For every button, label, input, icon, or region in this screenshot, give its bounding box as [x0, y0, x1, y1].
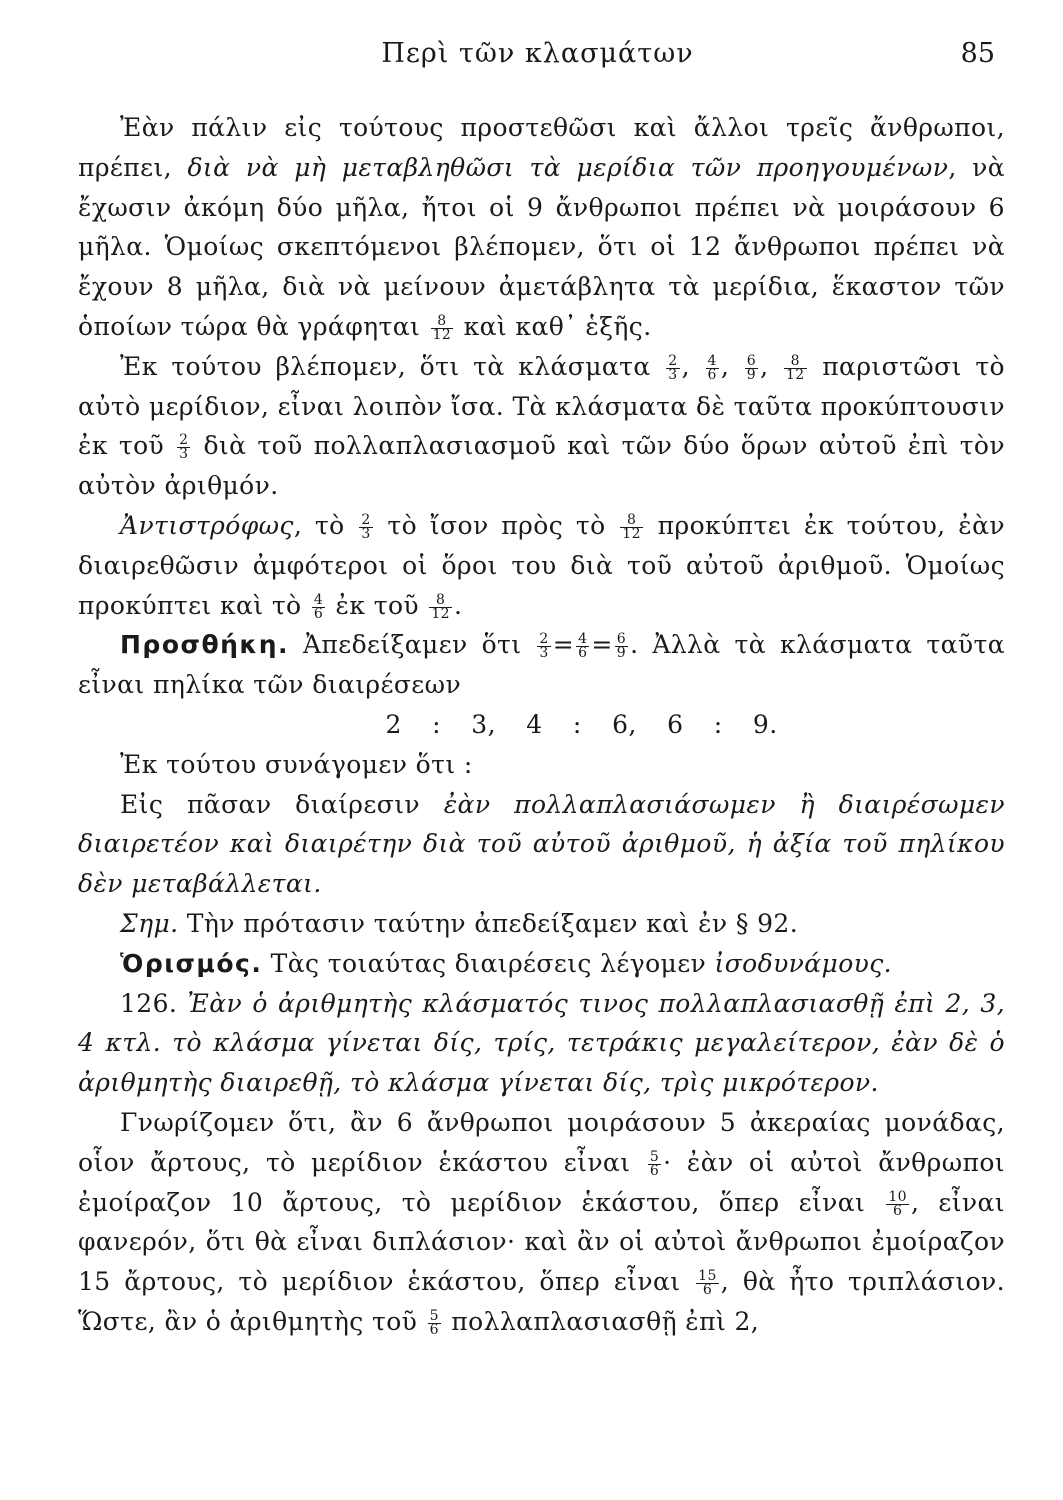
fraction-8-12: $\frac{8}{12}$	[786, 352, 805, 383]
fraction-10-6: $\frac{10}{6}$	[888, 1188, 907, 1219]
fraction-2-3: $\frac{2}{3}$	[668, 352, 678, 383]
running-header	[80, 38, 995, 78]
definition-heading: Ὁρισμός.	[120, 948, 263, 978]
addendum-heading: Προσθήκη.	[120, 630, 289, 660]
fraction-8-12: $\frac{8}{12}$	[432, 312, 452, 343]
fraction-8-12: $\frac{8}{12}$	[622, 511, 641, 542]
fraction-4-6: $\frac{4}{6}$	[707, 352, 717, 383]
paragraph-example: Γνωρίζομεν ὅτι, ἂν 6 ἄνθρωποι μοιράσουν 5 ἀκεραίας μονάδας, οἷον ἄρτους, τὸ μερίδιον ἑκάστου εἶναι $\frac{5}{6}$ · ἐὰν οἱ αὐτοὶ ἄνθρωποι ἐμοίραζον 10 ἄρτους, τὸ μερίδιον ἑκάστου, ὅπερ εἶναι $\frac{10}{6}$ , εἶναι φανερόν, ὅτι θὰ εἶναι διπλάσιον· καὶ ἂν οἱ αὐτοὶ ἄνθρωποι ἐμοίραζον 15 ἄρτους, τὸ μερίδιον ἑκάστου, ὅπερ εἶναι $\frac{15}{6}$ , θὰ ἦτο τριπλάσιον. Ὥστε, ἂν ὁ ἀριθμητὴς τοῦ $\frac{5}{6}$ πολλαπλασιασθῇ ἐπὶ 2,	[78, 1107, 1005, 1338]
fraction-2-3: $\frac{2}{3}$	[361, 511, 371, 542]
fraction-6-9: $\frac{6}{9}$	[746, 352, 757, 383]
paragraph-note: Σημ. Τὴν πρότασιν ταύτην ἀπεδείξαμεν καὶ ἐν § 92.	[120, 908, 799, 938]
paragraph-126: 126. Ἐὰν ὁ ἀριθμητὴς κλάσματός τινος πολλαπλασιασθῇ ἐπὶ 2, 3, 4 κτλ. τὸ κλάσμα γίνεται δίς, τρίς, τετράκις μεγαλείτερον, ἐὰν δὲ ὁ ἀριθμητὴς διαιρεθῇ, τὸ κλάσμα γίνεται δίς, τρὶς μικρότερον.	[78, 988, 1005, 1098]
page-body	[78, 108, 1005, 1342]
fraction-4-6: $\frac{4}{6}$	[313, 591, 324, 622]
paragraph-definition: Ὁρισμός. Τὰς τοιαύτας διαιρέσεις λέγομεν ἰσοδυνάμους.	[120, 948, 892, 978]
chapter-title: Περὶ τῶν κλασμάτων	[381, 38, 694, 69]
fraction-5-6: $\frac{5}{6}$	[429, 1307, 439, 1338]
page-number: 85	[960, 38, 995, 69]
paragraph-3: Ἀντιστρόφως, τὸ $\frac{2}{3}$ τὸ ἴσον πρὸς τὸ $\frac{8}{12}$ προκύπτει ἐκ τούτου, ἐὰν διαιρεθῶσιν ἀμφότεροι οἱ ὅροι του διὰ τοῦ αὐτοῦ ἀριθμοῦ. Ὁμοίως προκύπτει καὶ τὸ $\frac{4}{6}$ ἐκ τοῦ $\frac{8}{12}$ .	[78, 510, 1005, 622]
paragraph-conclusion-intro: Ἐκ τούτου συνάγομεν ὅτι :	[120, 749, 473, 779]
paragraph-1: Ἐὰν πάλιν εἰς τούτους προστεθῶσι καὶ ἄλλοι τρεῖς ἄνθρωποι, πρέπει, διὰ νὰ μὴ μεταβληθῶσι τὰ μερίδια τῶν προηγουμένων, νὰ ἔχωσιν ἀκόμη δύο μῆλα, ἤτοι οἱ 9 ἄνθρωποι πρέπει νὰ μοιράσουν 6 μῆλα. Ὁμοίως σκεπτόμενοι βλέπομεν, ὅτι οἱ 12 ἄνθρωποι πρέπει νὰ ἔχουν 8 μῆλα, διὰ νὰ μείνουν ἀμετάβλητα τὰ μερίδια, ἕκαστον τῶν ὁποίων τώρα θὰ γράφηται $\frac{8}{12}$ καὶ καθ᾽ ἑξῆς.	[78, 113, 1006, 343]
fraction-8-12: $\frac{8}{12}$	[431, 591, 450, 622]
paragraph-addendum: Προσθήκη. Ἀπεδείξαμεν ὅτι $\frac{2}{3}$ = $\frac{4}{6}$ = $\frac{6}{9}$ . Ἀλλὰ τὰ κλάσματα ταῦτα εἶναι πηλίκα τῶν διαιρέσεων	[78, 630, 1006, 700]
fraction-6-9: $\frac{6}{9}$	[616, 631, 627, 662]
fraction-15-6: $\frac{15}{6}$	[698, 1268, 717, 1299]
fraction-5-6: $\frac{5}{6}$	[649, 1148, 660, 1179]
paragraph-theorem: Εἰς πᾶσαν διαίρεσιν ἐὰν πολλαπλασιάσωμεν ἢ διαιρέσωμεν διαιρετέον καὶ διαιρέτην διὰ τοῦ αὐτοῦ ἀριθμοῦ, ἡ ἀξία τοῦ πηλίκου δὲν μεταβάλλεται.	[78, 789, 1006, 899]
paragraph-2: Ἐκ τούτου βλέπομεν, ὅτι τὰ κλάσματα $\frac{2}{3}$ , $\frac{4}{6}$ , $\frac{6}{9}$ , $\frac{8}{12}$ παριστῶσι τὸ αὐτὸ μερίδιον, εἶναι λοιπὸν ἴσα. Τὰ κλάσματα δὲ ταῦτα προκύπτουσιν ἐκ τοῦ $\frac{2}{3}$ διὰ τοῦ πολλαπλασιασμοῦ καὶ τῶν δύο ὅρων αὐτοῦ ἐπὶ τὸν αὐτὸν ἀριθμόν.	[78, 351, 1006, 501]
fraction-2-3: $\frac{2}{3}$	[539, 631, 549, 662]
division-ratios: 2 : 3, 4 : 6, 6 : 9.	[385, 709, 778, 739]
fraction-2-3: $\frac{2}{3}$	[179, 432, 189, 463]
fraction-4-6: $\frac{4}{6}$	[578, 631, 588, 662]
